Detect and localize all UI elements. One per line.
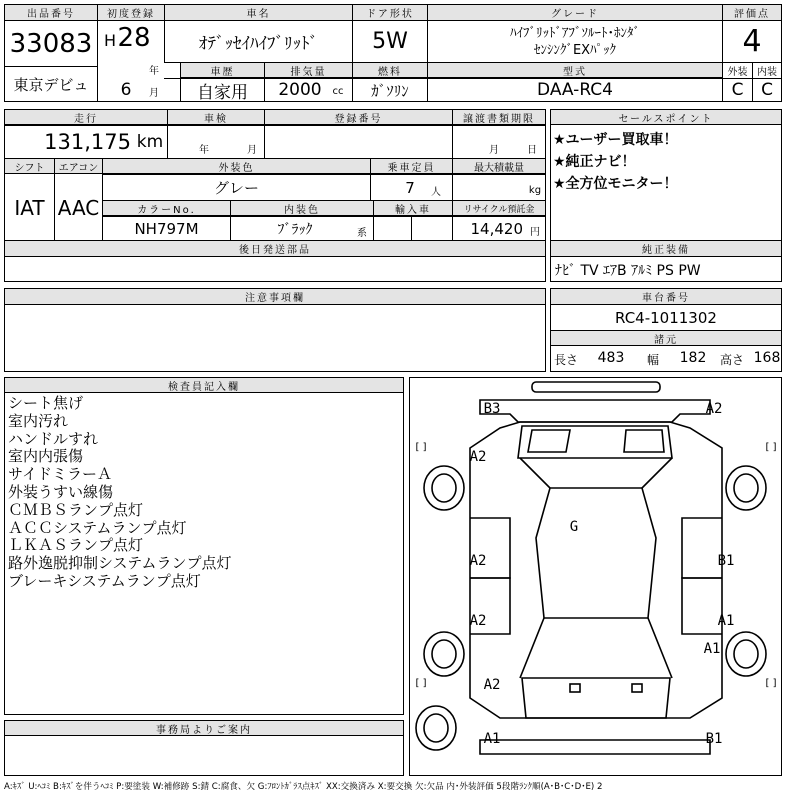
damage-mark: G <box>569 519 579 535</box>
bracket-mark: [ ] <box>415 677 427 689</box>
car-outline-diagram <box>410 378 781 775</box>
door-type: 5W <box>372 28 408 54</box>
aircon-label: エアコン <box>55 159 102 174</box>
damage-mark: B3 <box>483 401 501 417</box>
chassis-label: 車台番号 <box>551 289 781 305</box>
transfer-deadline-label: 譲渡書類期限 <box>453 110 545 125</box>
car-name-label: 車名 <box>165 5 352 21</box>
fuel-label: 燃料 <box>353 63 427 78</box>
equipment-label: 純正装備 <box>551 241 781 257</box>
inspector-note: ＬＫＡＳランプ点灯 <box>8 536 144 555</box>
score: 4 <box>742 23 762 59</box>
length-label: 長さ <box>553 352 578 367</box>
damage-mark: A2 <box>469 553 487 569</box>
car-name: ｵﾃﾞｯｾｲﾊｲﾌﾞﾘｯﾄﾞ <box>199 33 318 54</box>
inspection-label: 車検 <box>168 110 264 125</box>
inspector-note: 外装うすい線傷 <box>8 482 114 501</box>
aircon: AAC <box>57 196 100 220</box>
dimensions-label: 諸元 <box>551 331 781 346</box>
damage-mark: A2 <box>483 677 501 693</box>
bracket-mark: [ ] <box>415 441 427 453</box>
color-no: NH797M <box>134 219 199 238</box>
damage-mark: B1 <box>705 731 723 747</box>
interior-color: ﾌﾞﾗｯｸ <box>277 221 313 238</box>
capacity: 7 <box>405 178 415 197</box>
legend-footer: A:ｷｽﾞ U:ﾍｺﾐ B:ｷｽﾞを伴うﾍｺﾐ P:要塗装 W:補修跡 S:錆 C:腐食、欠 G:ﾌﾛﾝﾄｶﾞﾗｽ点ｷｽﾞ XX:交換済み X:要交換 欠:欠品 内･外装評価 5段階ﾗﾝｸ順(A･B･C･D･E) 2 <box>4 782 603 792</box>
shift-label: シフト <box>5 159 54 174</box>
color-no-label: カラーNo. <box>103 201 230 216</box>
mileage: 131,175 <box>44 130 131 154</box>
damage-mark: A1 <box>717 613 735 629</box>
grade-line-2: ｾﾝｼﾝｸﾞEXﾊﾟｯｸ <box>533 42 617 57</box>
exterior-grade-label: 外装 <box>727 67 748 78</box>
model-label: 型式 <box>428 63 722 78</box>
inspector-note: 室内汚れ <box>8 411 69 430</box>
grade-label: グレード <box>428 5 722 21</box>
capacity-unit: 人 <box>431 186 441 198</box>
era: H <box>103 30 117 50</box>
interior-grade: C <box>761 80 773 100</box>
reg-month: 6 <box>120 80 132 100</box>
first-registration-label: 初度登録 <box>98 5 164 21</box>
reg-year: 28 <box>117 23 151 53</box>
damage-mark: B1 <box>717 553 735 569</box>
capacity-label: 乗車定員 <box>371 159 452 174</box>
width-label: 幅 <box>646 352 659 367</box>
displacement-unit: cc <box>332 85 344 97</box>
bracket-mark: [ ] <box>765 677 777 689</box>
width: 182 <box>679 350 707 366</box>
recycle-fee-unit: 円 <box>530 227 540 238</box>
bracket-mark: [ ] <box>765 441 777 453</box>
grade-line-1: ﾊｲﾌﾞﾘｯﾄﾞｱﾌﾞｿﾙｰﾄ･ﾎﾝﾀﾞ <box>510 25 640 40</box>
reg-month-unit: 月 <box>149 87 159 98</box>
inspector-note: ＡＣＣシステムランプ点灯 <box>8 518 187 537</box>
height-label: 高さ <box>719 352 744 367</box>
transfer-day-unit: 日 <box>527 144 537 156</box>
later-parts-label: 後日発送部品 <box>5 241 545 257</box>
max-load-unit: kg <box>528 184 542 196</box>
max-load-label: 最大積載量 <box>453 159 545 174</box>
damage-mark: A2 <box>705 401 723 417</box>
exterior-color: グレー <box>213 179 259 197</box>
inspector-note: 室内内張傷 <box>8 447 84 466</box>
height: 168 <box>753 350 781 366</box>
history: 自家用 <box>197 82 248 101</box>
shift: IAT <box>14 196 45 220</box>
selling-point: ★純正ナビ！ <box>553 154 636 170</box>
displacement: 2000 <box>278 80 322 100</box>
damage-mark: A2 <box>469 449 487 465</box>
length: 483 <box>597 350 625 366</box>
mileage-unit: km <box>136 132 164 152</box>
model: DAA-RC4 <box>537 80 613 100</box>
inspector-note: 路外逸脱抑制システムランプ点灯 <box>8 554 232 573</box>
reg-year-unit: 年 <box>149 65 159 76</box>
exterior-grade: C <box>731 80 744 100</box>
selling-point: ★ユーザー買取車！ <box>553 132 678 148</box>
inspector-note: ハンドルすれ <box>8 429 99 448</box>
damage-mark: A1 <box>703 641 721 657</box>
inspector-label: 検査員記入欄 <box>5 378 403 393</box>
inspector-note: ＣＭＢＳランプ点灯 <box>8 500 144 519</box>
interior-grade-label: 内装 <box>757 67 777 78</box>
office-label: 事務局よりご案内 <box>5 721 403 736</box>
exterior-color-label: 外装色 <box>103 159 370 174</box>
equipment-value: ﾅﾋﾞ TV ｴｱB ｱﾙﾐ PS PW <box>555 263 701 279</box>
history-label: 車歴 <box>181 63 264 78</box>
damage-mark: A1 <box>483 731 501 747</box>
mileage-label: 走行 <box>5 110 167 125</box>
score-label: 評価点 <box>723 5 781 21</box>
damage-mark: A2 <box>469 613 487 629</box>
lot-number-label: 出品番号 <box>5 5 97 21</box>
inspection-year-unit: 年 <box>199 144 209 156</box>
transfer-month-unit: 月 <box>489 144 499 156</box>
recycle-label: リサイクル預託金 <box>453 201 545 216</box>
selling-point: ★全方位モニター！ <box>553 176 678 192</box>
interior-color-label: 内装色 <box>231 201 373 216</box>
car-diagram <box>409 377 782 776</box>
fuel: ｶﾞｿﾘﾝ <box>371 81 409 100</box>
inspector-note: ブレーキシステムランプ点灯 <box>8 571 201 590</box>
displacement-label: 排気量 <box>265 63 352 78</box>
inspector-note: シート焦げ <box>8 394 84 412</box>
import-label: 輸入車 <box>374 201 452 216</box>
door-type-label: ドア形状 <box>353 5 427 21</box>
lot-number: 33083 <box>9 28 93 59</box>
inspector-notes <box>8 395 232 591</box>
caution-label: 注意事項欄 <box>5 289 545 305</box>
recycle-fee: 14,420 <box>470 219 523 238</box>
venue: 東京デビュ <box>13 75 89 94</box>
inspection-month-unit: 月 <box>247 144 257 156</box>
selling-points-label: セールスポイント <box>551 110 781 125</box>
interior-color-suffix: 系 <box>357 227 367 238</box>
plate-label: 登録番号 <box>265 110 452 125</box>
inspector-note: サイドミラーＡ <box>8 465 112 484</box>
chassis-number: RC4-1011302 <box>615 309 717 327</box>
